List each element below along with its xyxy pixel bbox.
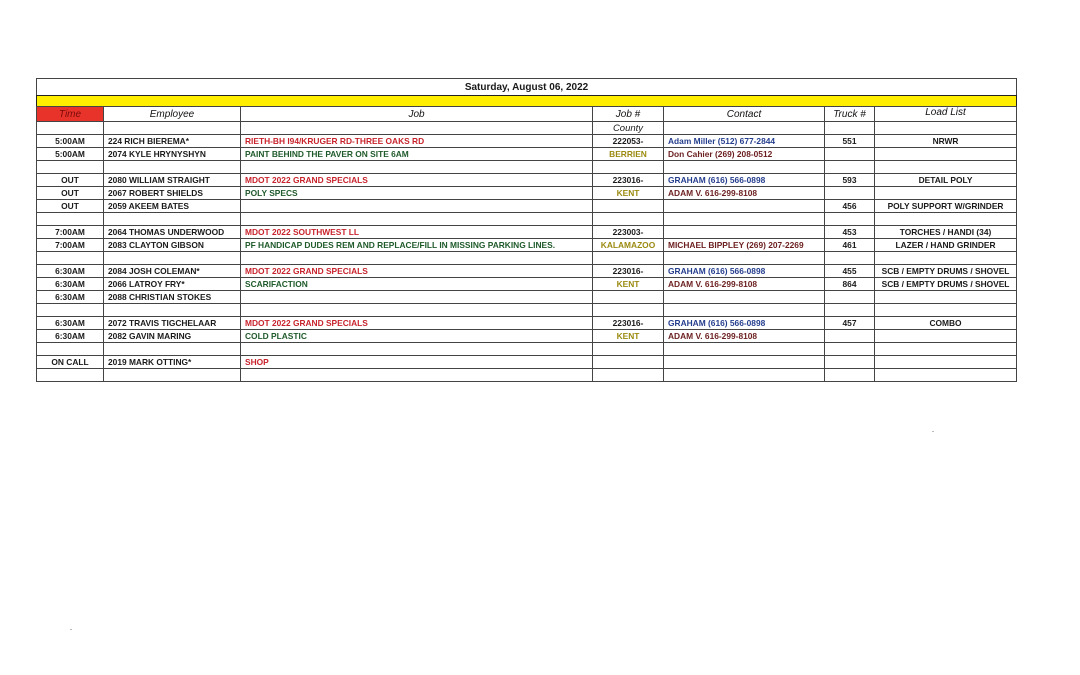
schedule-row: [37, 252, 1017, 265]
cell-time: 5:00AM: [37, 135, 104, 148]
cell-load-list: SCB / EMPTY DRUMS / SHOVEL: [875, 265, 1017, 278]
cell-load-list: [875, 369, 1017, 382]
cell-contact: [664, 226, 825, 239]
cell-truck: [825, 343, 875, 356]
cell-job-number: [593, 200, 664, 213]
cell-employee: [104, 161, 241, 174]
cell-contact: ADAM V. 616-299-8108: [664, 330, 825, 343]
schedule-row: [37, 304, 1017, 317]
cell-contact: [664, 291, 825, 304]
cell-contact: Don Cahier (269) 208-0512: [664, 148, 825, 161]
cell-job: RIETH-BH I94/KRUGER RD-THREE OAKS RD: [241, 135, 593, 148]
cell-truck: 457: [825, 317, 875, 330]
cell-contact: MICHAEL BIPPLEY (269) 207-2269: [664, 239, 825, 252]
cell-job: POLY SPECS: [241, 187, 593, 200]
cell-load-list: [875, 148, 1017, 161]
cell-time: [37, 369, 104, 382]
cell-job-number: KALAMAZOO: [593, 239, 664, 252]
schedule-row: [37, 343, 1017, 356]
cell-truck: [825, 187, 875, 200]
scan-speck: [932, 431, 934, 432]
cell-load-list: TORCHES / HANDI (34): [875, 226, 1017, 239]
cell-contact: [664, 356, 825, 369]
cell-contact: [664, 161, 825, 174]
cell-load-list: [875, 213, 1017, 226]
cell-employee: 2084 JOSH COLEMAN*: [104, 265, 241, 278]
cell-truck: [825, 304, 875, 317]
cell-job: PAINT BEHIND THE PAVER ON SITE 6AM: [241, 148, 593, 161]
cell-job: [241, 343, 593, 356]
cell-load-list: [875, 343, 1017, 356]
yellow-band: [37, 96, 1017, 107]
subheader-row: [37, 122, 1017, 135]
cell-employee: 2059 AKEEM BATES: [104, 200, 241, 213]
title-row: [37, 79, 1017, 96]
cell-truck: 593: [825, 174, 875, 187]
cell-job-number: KENT: [593, 278, 664, 291]
cell-load-list: DETAIL POLY: [875, 174, 1017, 187]
schedule-row: [37, 356, 1017, 369]
cell-contact: ADAM V. 616-299-8108: [664, 187, 825, 200]
cell-employee: 2074 KYLE HRYNYSHYN: [104, 148, 241, 161]
subheader-empty: [664, 122, 825, 135]
cell-employee: [104, 252, 241, 265]
cell-time: OUT: [37, 200, 104, 213]
cell-employee: 2066 LATROY FRY*: [104, 278, 241, 291]
cell-truck: [825, 369, 875, 382]
cell-time: [37, 213, 104, 226]
cell-job-number: KENT: [593, 187, 664, 200]
subheader-empty: [37, 122, 104, 135]
schedule-table: [36, 78, 1017, 382]
cell-time: 6:30AM: [37, 317, 104, 330]
cell-contact: [664, 252, 825, 265]
cell-job: MDOT 2022 GRAND SPECIALS: [241, 265, 593, 278]
cell-job-number: [593, 343, 664, 356]
subheader-empty: [104, 122, 241, 135]
cell-employee: 224 RICH BIEREMA*: [104, 135, 241, 148]
subheader-empty: [875, 122, 1017, 135]
schedule-row: [37, 226, 1017, 239]
schedule-row: [37, 148, 1017, 161]
cell-job: [241, 200, 593, 213]
cell-truck: [825, 252, 875, 265]
cell-job-number: [593, 291, 664, 304]
cell-job: [241, 304, 593, 317]
schedule-row: [37, 278, 1017, 291]
cell-job: [241, 252, 593, 265]
cell-truck: [825, 330, 875, 343]
cell-time: [37, 343, 104, 356]
cell-load-list: COMBO: [875, 317, 1017, 330]
cell-job-number: 222053-: [593, 135, 664, 148]
cell-job-number: [593, 304, 664, 317]
cell-truck: 455: [825, 265, 875, 278]
cell-truck: [825, 213, 875, 226]
header-row: [37, 107, 1017, 122]
cell-load-list: LAZER / HAND GRINDER: [875, 239, 1017, 252]
header-job-number: Job #: [593, 107, 664, 122]
cell-employee: [104, 343, 241, 356]
cell-time: 6:30AM: [37, 330, 104, 343]
cell-job-number: 223003-: [593, 226, 664, 239]
cell-time: 5:00AM: [37, 148, 104, 161]
cell-load-list: POLY SUPPORT W/GRINDER: [875, 200, 1017, 213]
cell-job-number: 223016-: [593, 265, 664, 278]
cell-employee: [104, 304, 241, 317]
cell-employee: 2080 WILLIAM STRAIGHT: [104, 174, 241, 187]
schedule-row: [37, 161, 1017, 174]
schedule-row: [37, 330, 1017, 343]
header-job: Job: [241, 107, 593, 122]
cell-truck: 453: [825, 226, 875, 239]
cell-contact: [664, 304, 825, 317]
cell-job: MDOT 2022 GRAND SPECIALS: [241, 317, 593, 330]
header-time: Time: [37, 107, 104, 122]
cell-job-number: [593, 369, 664, 382]
cell-time: OUT: [37, 187, 104, 200]
cell-time: [37, 304, 104, 317]
cell-job-number: [593, 356, 664, 369]
cell-truck: 551: [825, 135, 875, 148]
cell-job: [241, 213, 593, 226]
cell-truck: [825, 356, 875, 369]
cell-truck: [825, 148, 875, 161]
cell-load-list: [875, 252, 1017, 265]
schedule-row: [37, 213, 1017, 226]
cell-contact: GRAHAM (616) 566-0898: [664, 265, 825, 278]
cell-contact: [664, 343, 825, 356]
cell-time: [37, 161, 104, 174]
cell-contact: ADAM V. 616-299-8108: [664, 278, 825, 291]
schedule-date-title: Saturday, August 06, 2022: [37, 79, 1017, 96]
schedule-row: [37, 265, 1017, 278]
cell-load-list: [875, 304, 1017, 317]
scan-speck: [70, 629, 72, 630]
cell-time: [37, 252, 104, 265]
cell-load-list: [875, 356, 1017, 369]
cell-load-list: [875, 291, 1017, 304]
cell-job-number: 223016-: [593, 174, 664, 187]
header-employee: Employee: [104, 107, 241, 122]
cell-job-number: KENT: [593, 330, 664, 343]
cell-job: PF HANDICAP DUDES REM AND REPLACE/FILL IN MISSING PARKING LINES.: [241, 239, 593, 252]
cell-job-number: 223016-: [593, 317, 664, 330]
cell-employee: 2072 TRAVIS TIGCHELAAR: [104, 317, 241, 330]
cell-load-list: SCB / EMPTY DRUMS / SHOVEL: [875, 278, 1017, 291]
cell-job: SHOP: [241, 356, 593, 369]
cell-load-list: [875, 187, 1017, 200]
cell-employee: 2088 CHRISTIAN STOKES: [104, 291, 241, 304]
header-truck: Truck #: [825, 107, 875, 122]
cell-time: 6:30AM: [37, 265, 104, 278]
schedule-row: [37, 317, 1017, 330]
subheader-empty: [241, 122, 593, 135]
cell-contact: [664, 200, 825, 213]
cell-employee: [104, 369, 241, 382]
cell-employee: 2067 ROBERT SHIELDS: [104, 187, 241, 200]
cell-load-list: [875, 330, 1017, 343]
cell-time: 7:00AM: [37, 239, 104, 252]
cell-employee: 2019 MARK OTTING*: [104, 356, 241, 369]
cell-job: SCARIFACTION: [241, 278, 593, 291]
cell-time: 6:30AM: [37, 291, 104, 304]
header-contact: Contact: [664, 107, 825, 122]
cell-load-list: [875, 161, 1017, 174]
cell-truck: 864: [825, 278, 875, 291]
cell-employee: [104, 213, 241, 226]
subheader-empty: [825, 122, 875, 135]
cell-truck: [825, 291, 875, 304]
schedule-row: [37, 187, 1017, 200]
header-county: County: [593, 122, 664, 135]
cell-job: [241, 369, 593, 382]
schedule-row: [37, 239, 1017, 252]
cell-truck: 461: [825, 239, 875, 252]
schedule-row: [37, 369, 1017, 382]
cell-contact: Adam Miller (512) 677-2844: [664, 135, 825, 148]
cell-contact: [664, 369, 825, 382]
cell-time: 6:30AM: [37, 278, 104, 291]
cell-job: MDOT 2022 SOUTHWEST LL: [241, 226, 593, 239]
cell-job-number: [593, 213, 664, 226]
cell-time: ON CALL: [37, 356, 104, 369]
cell-job-number: [593, 161, 664, 174]
cell-truck: 456: [825, 200, 875, 213]
schedule-row: [37, 135, 1017, 148]
cell-contact: [664, 213, 825, 226]
cell-load-list: NRWR: [875, 135, 1017, 148]
cell-truck: [825, 161, 875, 174]
schedule-row: [37, 174, 1017, 187]
cell-time: 7:00AM: [37, 226, 104, 239]
schedule-row: [37, 200, 1017, 213]
cell-contact: GRAHAM (616) 566-0898: [664, 174, 825, 187]
cell-job: [241, 291, 593, 304]
cell-job-number: BERRIEN: [593, 148, 664, 161]
cell-job-number: [593, 252, 664, 265]
cell-job: COLD PLASTIC: [241, 330, 593, 343]
schedule-row: [37, 291, 1017, 304]
cell-job: [241, 161, 593, 174]
cell-employee: 2064 THOMAS UNDERWOOD: [104, 226, 241, 239]
cell-employee: 2083 CLAYTON GIBSON: [104, 239, 241, 252]
header-load-list: Load List: [875, 107, 1017, 122]
cell-time: OUT: [37, 174, 104, 187]
cell-contact: GRAHAM (616) 566-0898: [664, 317, 825, 330]
cell-job: MDOT 2022 GRAND SPECIALS: [241, 174, 593, 187]
yellow-band-cell: [37, 96, 1017, 107]
cell-employee: 2082 GAVIN MARING: [104, 330, 241, 343]
